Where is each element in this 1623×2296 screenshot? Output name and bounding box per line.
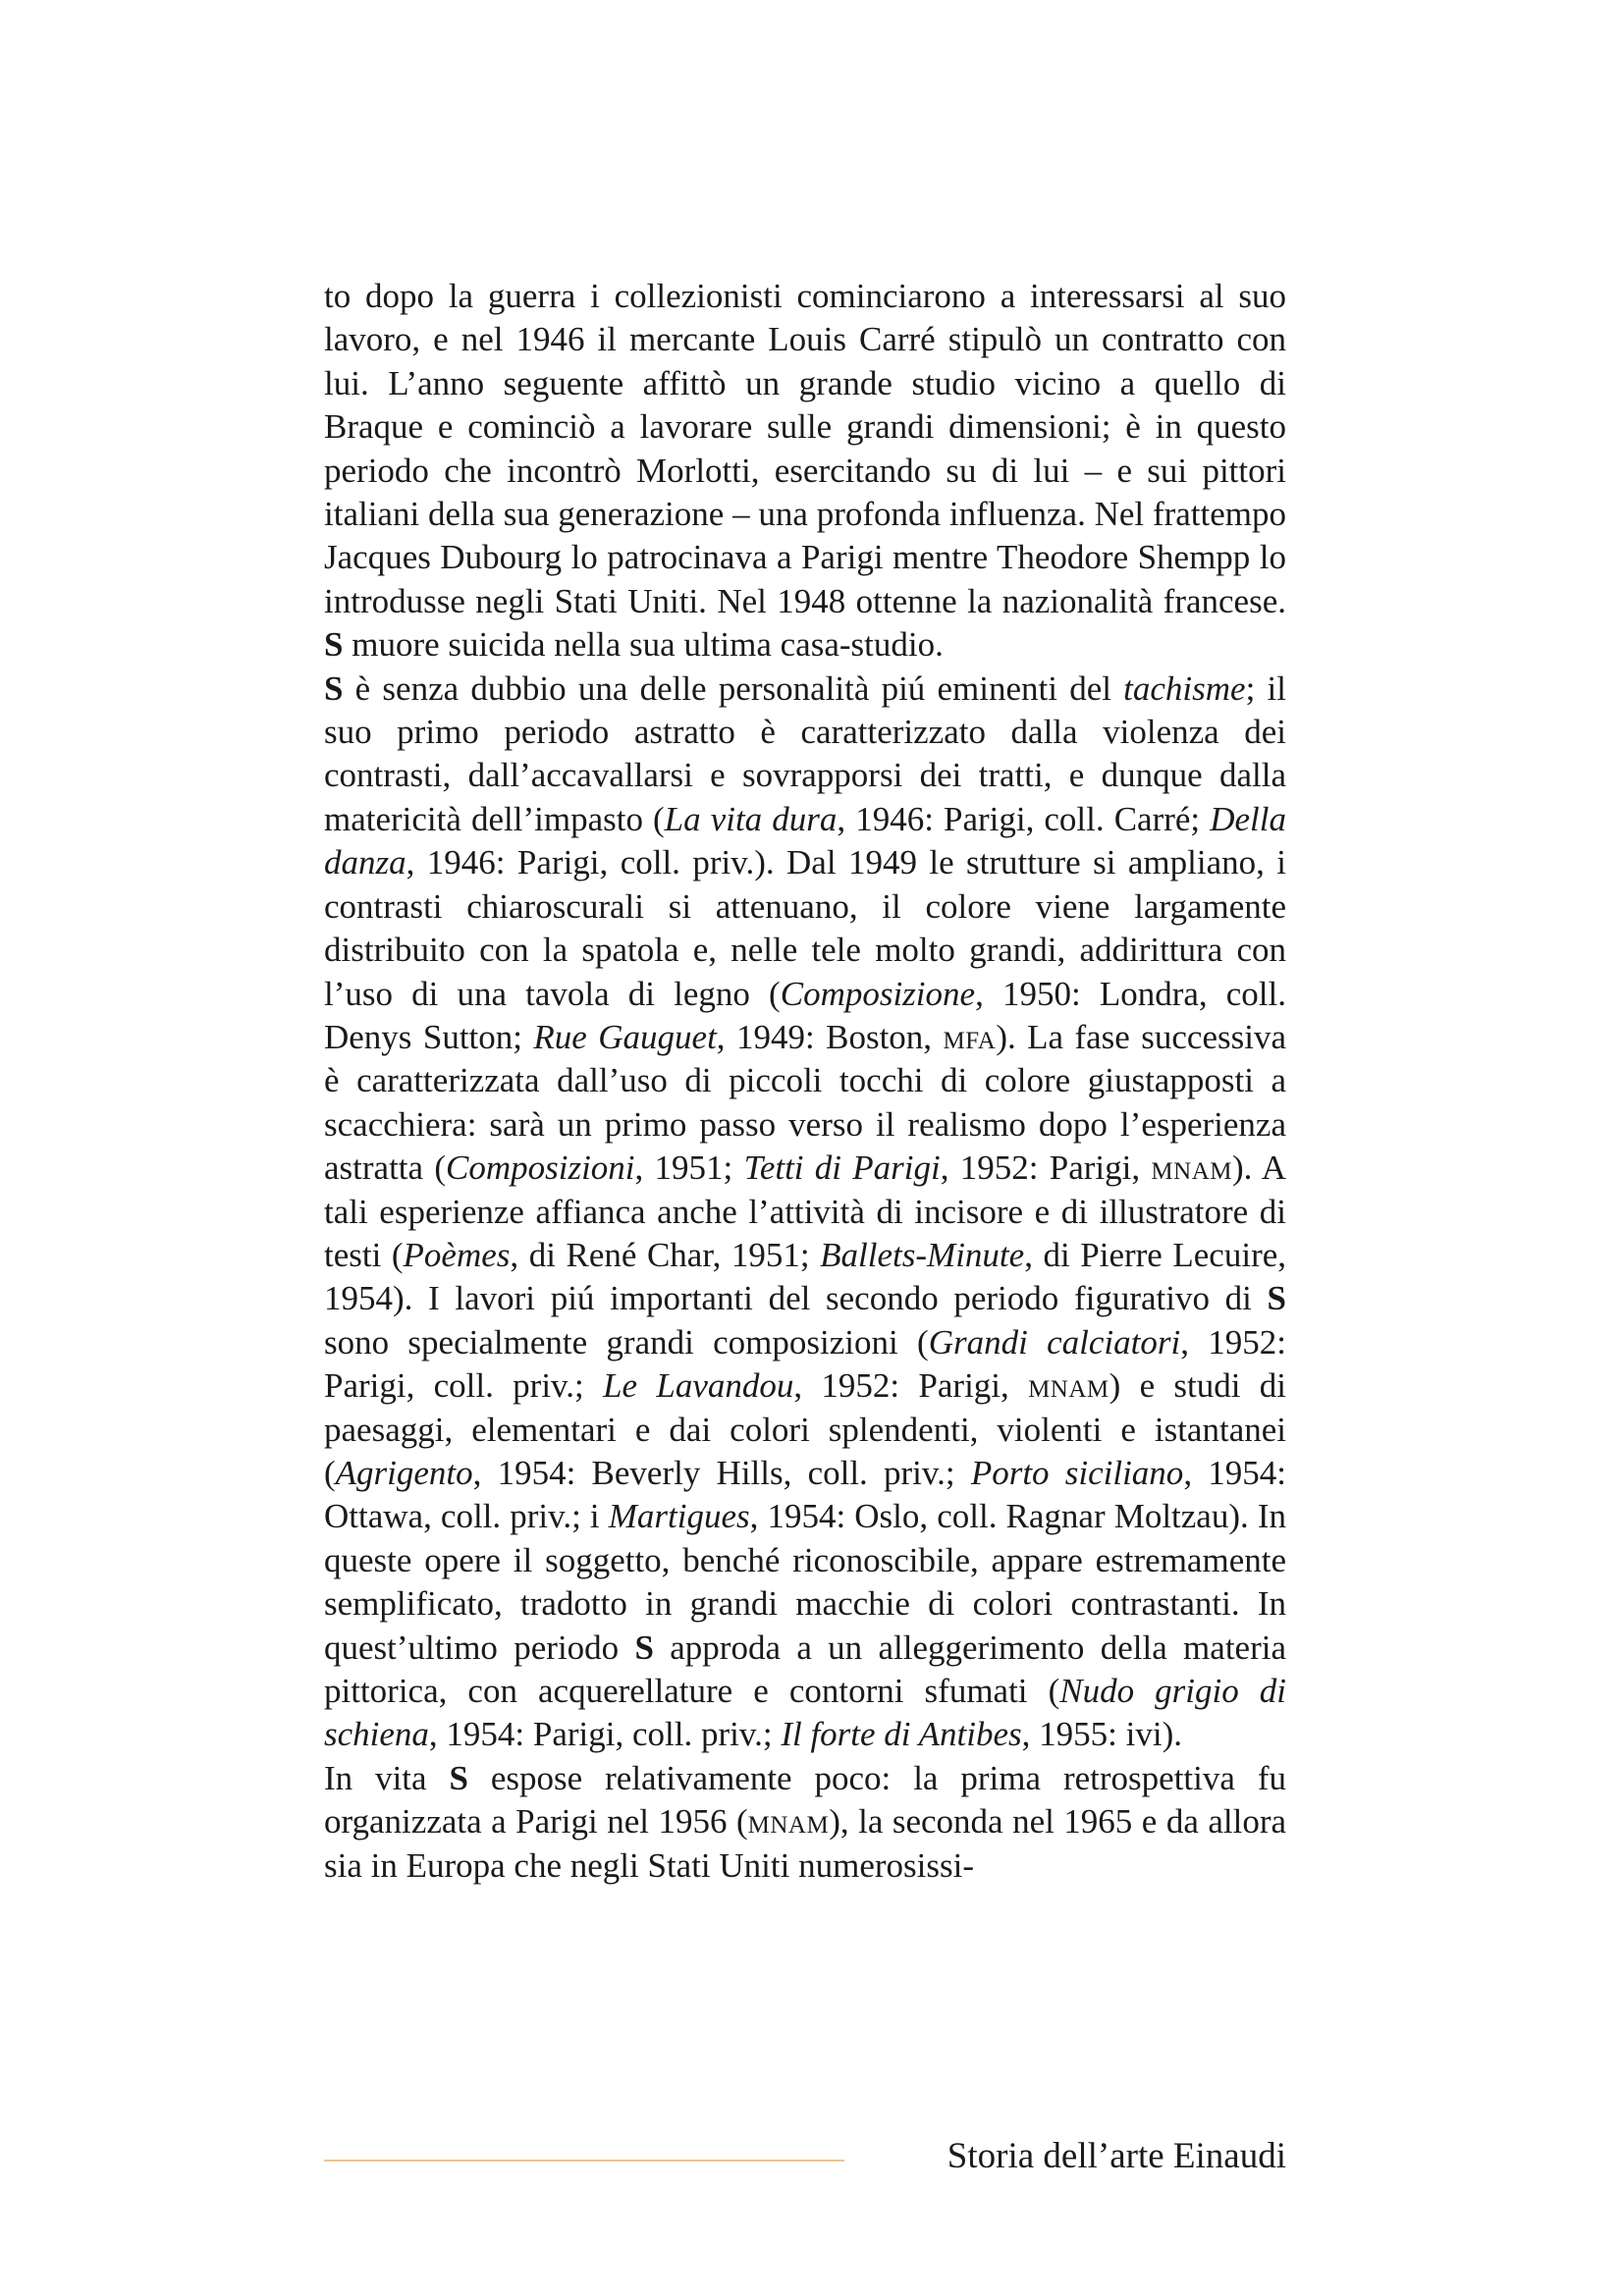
text-run: , 1949: Boston, — [716, 1017, 944, 1056]
artwork-title: Ballets-Minute — [820, 1235, 1025, 1274]
museum-abbreviation: mnam — [1151, 1148, 1232, 1188]
text-run: espose relativamente poco: la prima retrospettiva fu organizzata a Parigi nel 1956 ( — [324, 1758, 1286, 1842]
text-run: , 1954: Oslo, coll. Ragnar Moltzau). In queste opere il soggetto, benché riconoscibile, appare estremamente semplificato, tradotto in grandi macchie di colori contrastanti. In quest’ultimo periodo — [324, 1497, 1286, 1667]
artwork-title: Composizione — [780, 974, 976, 1013]
text-run: sono specialmente grandi composizioni ( — [324, 1322, 929, 1362]
artwork-title: Porto siciliano — [970, 1453, 1184, 1492]
text-run: ). A tali esperienze affianca anche l’attività di incisore e di illustratore di testi ( — [324, 1148, 1287, 1274]
text-run: , 1946: Parigi, coll. priv.). Dal 1949 le strutture si ampliano, i contrasti chiaroscurali si attenuano, il colore viene largamente distribuito con la spatola e, nelle tele molto grandi, addirittura con l’uso di una tavola di legno ( — [324, 843, 1286, 1013]
artwork-title: Poèmes — [403, 1235, 511, 1274]
museum-abbreviation: mfa — [943, 1017, 997, 1056]
text-run: , 1955: ivi). — [1021, 1715, 1182, 1754]
text-run: ), la seconda nel 1965 e da allora sia in Europa che negli Stati Uniti numerosissi- — [324, 1802, 1287, 1885]
artist-initial: S — [324, 668, 344, 708]
text-run: ; il suo primo periodo astratto è caratterizzato dalla violenza dei contrasti, dall’accavallarsi e sovrapporsi dei tratti, e dunque dalla matericità dell’impasto ( — [324, 668, 1286, 838]
text-run: , 1951; — [634, 1148, 744, 1188]
text-run: , 1952: Parigi, — [793, 1366, 1029, 1406]
artwork-title: Nudo grigio di schiena — [324, 1672, 1286, 1754]
artwork-title: Il forte di Antibes — [781, 1715, 1022, 1754]
artist-initial: S — [324, 625, 344, 665]
text-run: , 1954: Ottawa, coll. priv.; i — [324, 1453, 1286, 1536]
artist-initial: S — [634, 1628, 654, 1667]
artwork-title: Agrigento — [335, 1453, 473, 1492]
paragraph-exhibitions — [324, 1757, 1286, 1888]
footer-title: Storia dell’arte Einaudi — [947, 2136, 1286, 2176]
text-run: approda a un alleggerimento della materia pittorica, con acquerellature e contorni sfumati ( — [324, 1628, 1286, 1710]
text-run: , di René Char, 1951; — [510, 1235, 821, 1274]
text-run: , 1946: Parigi, coll. Carré; — [837, 799, 1211, 838]
artwork-title: Della danza — [324, 799, 1286, 882]
body-text — [324, 275, 1286, 1888]
text-run: , 1952: Parigi, — [940, 1148, 1152, 1188]
artwork-title: Rue Gauguet — [533, 1017, 717, 1056]
artist-initial: S — [1267, 1279, 1286, 1318]
artwork-title: tachisme — [1123, 668, 1246, 708]
text-run: ) e studi di paesaggi, elementari e dai colori splendenti, violenti e istantanei ( — [324, 1366, 1287, 1492]
footer-rule — [324, 2160, 844, 2162]
text-run: muore suicida nella sua ultima casa-studio. — [343, 625, 944, 665]
artwork-title: Tetti di Parigi — [743, 1148, 941, 1188]
museum-abbreviation: mnam — [747, 1802, 830, 1842]
artwork-title: Le Lavandou — [603, 1366, 794, 1406]
artwork-title: Grandi calciatori — [928, 1322, 1181, 1362]
text-run: è senza dubbio una delle personalità piú eminenti del — [343, 668, 1124, 708]
artwork-title: Martigues — [608, 1497, 750, 1536]
paragraph-style-analysis — [324, 667, 1286, 1757]
text-run: , 1950: Londra, coll. Denys Sutton; — [324, 974, 1287, 1056]
text-run: to dopo la guerra i collezionisti cominciarono a interessarsi al suo lavoro, e nel 1946 il mercante Louis Carré stipulò un contratto con lui. L’anno seguente affittò un grande studio vicino a quello di Braque e cominciò a lavorare sulle grandi dimensioni; è in questo periodo che incontrò Morlotti, esercitando su di lui – e sui pittori italiani della sua generazione – una profonda influenza. Nel frattempo Jacques Dubourg lo patrocinava a Parigi mentre Theodore Shempp lo introdusse negli Stati Uniti. Nel 1948 ottenne la nazionalità francese. — [324, 277, 1286, 620]
page-footer — [324, 2132, 1286, 2181]
text-run: , 1952: Parigi, coll. priv.; — [324, 1322, 1286, 1406]
text-run: , di Pierre Lecuire, 1954). I lavori piú importanti del secondo periodo figurativo di — [324, 1235, 1287, 1318]
paragraph-biography — [324, 275, 1286, 667]
text-run: , 1954: Parigi, coll. priv.; — [428, 1715, 782, 1754]
artwork-title: Composizioni — [445, 1148, 635, 1188]
text-run: ). La fase successiva è caratterizzata dall’uso di piccoli tocchi di colore giustapposti a scacchiera: sarà un primo passo verso il realismo dopo l’esperienza astratta ( — [324, 1017, 1286, 1188]
text-run: , 1954: Beverly Hills, coll. priv.; — [472, 1453, 971, 1492]
museum-abbreviation: mnam — [1028, 1366, 1109, 1406]
text-run: In vita — [324, 1758, 450, 1797]
artwork-title: La vita dura — [664, 799, 838, 838]
artist-initial: S — [449, 1758, 468, 1797]
